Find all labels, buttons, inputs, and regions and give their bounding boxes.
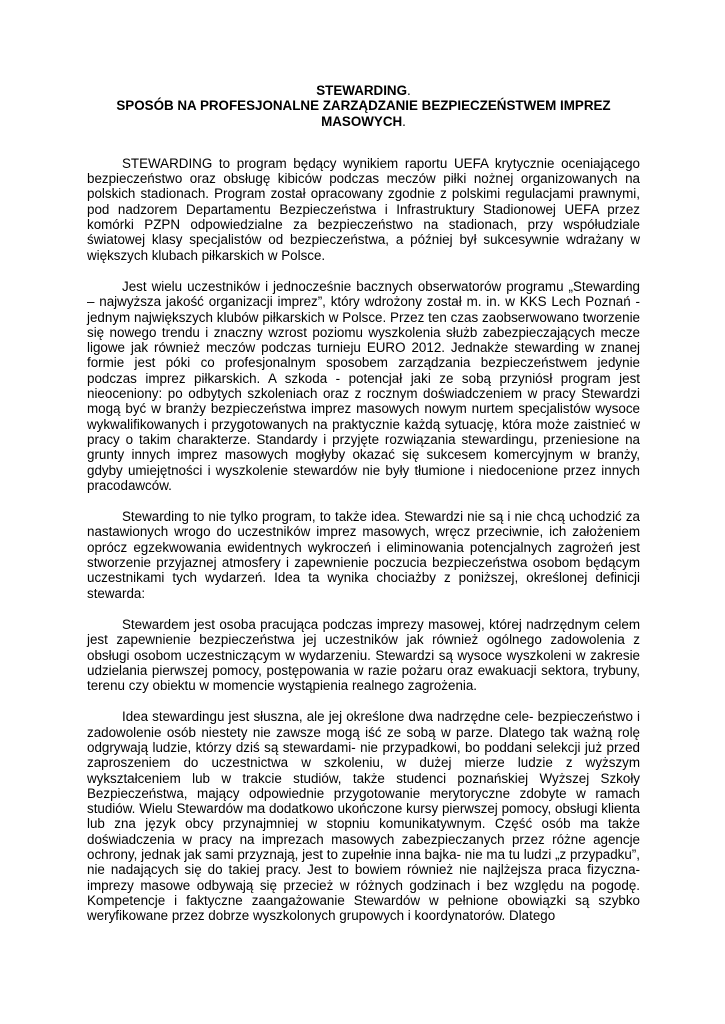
title-line-1-period: . bbox=[407, 83, 411, 98]
title-line-2-period: . bbox=[402, 113, 406, 129]
paragraph-4-definition: Stewardem jest osoba pracująca podczas imprezy masowej, której nadrzędnym celem jest zapewnienie bezpieczeństwa jej uczestników jak również ogólnego zadowolenia z obsługi osobom uczestniczącym w wydarzeniu. Stewardzi są wysoce wyszkoleni w zakresie udzielania pierwszej pomocy, postępowania w razie pożaru oraz ewakuacji sektora, trybuny, terenu czy obiektu w momencie wystąpienia realnego zagrożenia. bbox=[87, 616, 640, 694]
title-line-1-text: STEWARDING bbox=[316, 83, 408, 98]
title-line-2 bbox=[87, 98, 640, 129]
paragraph-1: STEWARDING to program będący wynikiem raportu UEFA krytycznie oceniającego bezpieczeństwo oraz obsługę kibiców podczas meczów piłki nożnej organizowanych na polskich stadionach. Program został opracowany zgodnie z polskimi regulacjami prawnymi, pod nadzorem Departamentu Bezpieczeństwa i Infrastruktury Stadionowej UEFA przez komórki PZPN odpowiedzialne za bezpieczeństwo na stadionach, przy współudziale światowej klasy specjalistów od bezpieczeństwa, a później był sukcesywnie wdrażany w większych klubach piłkarskich w Polsce. bbox=[87, 155, 640, 263]
paragraph-2: Jest wielu uczestników i jednocześnie bacznych obserwatorów programu „Stewarding – najwyższa jakość organizacji imprez”, który wdrożony został m. in. w KKS Lech Poznań - jednym największych klubów piłkarskich w Polsce. Przez ten czas zaobserwowano tworzenie się nowego trendu i znaczny wzrost poziomu wyszkolenia służb zabezpieczających mecze ligowe jak również meczów podczas turnieju EURO 2012. Jednakże stewarding w znanej formie jest póki co profesjonalnym sposobem zarządzania bezpieczeństwem jedynie podczas imprez piłkarskich. A szkoda - potencjał jaki ze sobą przyniósł program jest nieoceniony: po odbytych szkoleniach oraz z rocznym doświadczeniem w pracy Stewardzi mogą być w branży bezpieczeństwa imprez masowych nowym nurtem specjalistów wysoce wykwalifikowanych i przygotowanych na praktycznie każdą sytuację, która może zaistnieć w pracy o takim charakterze. Standardy i przyjęte rozwiązania stewardingu, przeniesione na grunty innych imprez masowych mogłyby okazać się sukcesem komercyjnym w branży, gdyby umiejętności i wyszkolenie stewardów nie były tłumione i niedocenione przez innych pracodawców. bbox=[87, 278, 640, 493]
document-page bbox=[87, 80, 640, 924]
paragraph-3: Stewarding to nie tylko program, to także idea. Stewardzi nie są i nie chcą uchodzić za nastawionych wrogo do uczestników imprez masowych, wręcz przeciwnie, ich założeniem oprócz egzekwowania ewidentnych wykroczeń i eliminowania potencjalnych zagrożeń jest stworzenie przyjaznej atmosfery i zapewnienie poczucia bezpieczeństwa osobom będącym uczestnikami tych wydarzeń. Idea ta wynika chociażby z poniższej, określonej definicji stewarda: bbox=[87, 509, 640, 601]
title-line-1 bbox=[87, 83, 640, 98]
paragraph-5: Idea stewardingu jest słuszna, ale jej określone dwa nadrzędne cele- bezpieczeństwo i zadowolenie osób niestety nie zawsze mogą iść ze sobą w parze. Dlatego tak ważną rolę odgrywają ludzie, którzy dziś są stewardami- nie przypadkowi, bo poddani selekcji już przed zaproszeniem do uczestnictwa w szkoleniu, w dużej mierze ludzie z wyższym wykształceniem lub w trakcie studiów, także studenci poznańskiej Wyższej Szkoły Bezpieczeństwa, mający odpowiednie przygotowanie merytoryczne zdobyte w ramach studiów. Wielu Stewardów ma dodatkowo ukończone kursy pierwszej pomocy, obsługi klienta lub zna język obcy przynajmniej w stopniu komunikatywnym. Część osób ma także doświadczenia w pracy na imprezach masowych zabezpieczanych przez różne agencje ochrony, jednak jak sami przyznają, jest to zupełnie inna bajka- nie ma tu ludzi „z przypadku”, nie nadających się do takiej pracy. Jest to bowiem również nie najlżejsza praca fizyczna- imprezy masowe odbywają się przecież w różnych godzinach i bez względu na pogodę. Kompetencje i faktyczne zaangażowanie Stewardów w pełnione obowiązki są szybko weryfikowane przez dobrze wyszkolonych grupowych i koordynatorów. Dlatego bbox=[87, 709, 640, 924]
document-title bbox=[87, 83, 640, 129]
title-line-2-text: SPOSÓB NA PROFESJONALNE ZARZĄDZANIE BEZPIECZEŃSTWEM IMPREZ MASOWYCH bbox=[116, 98, 611, 129]
